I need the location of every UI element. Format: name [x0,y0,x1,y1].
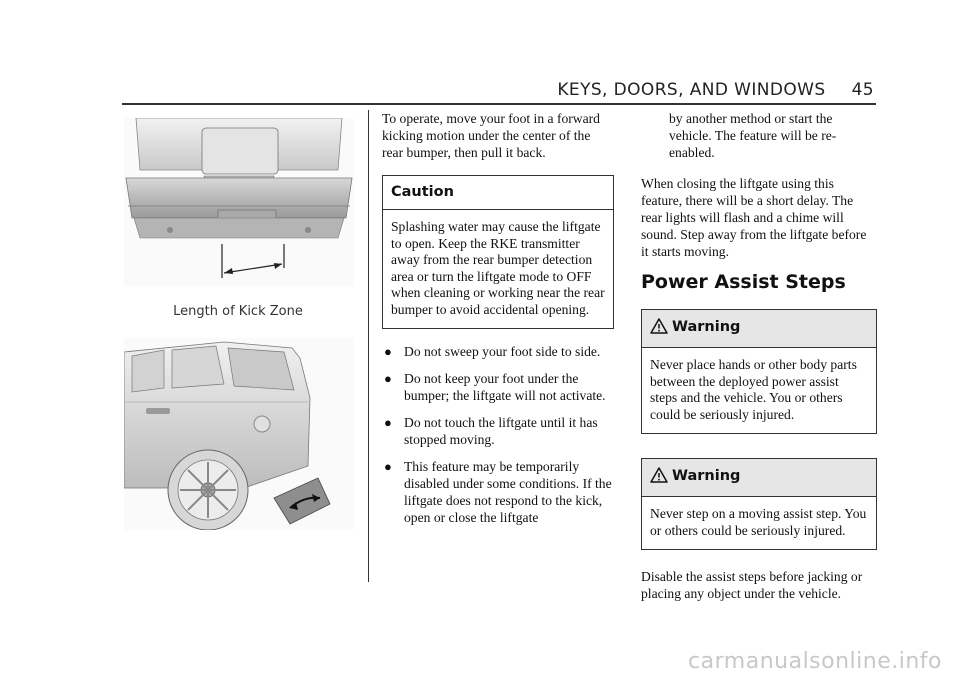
figure-caption: Length of Kick Zone [173,304,303,319]
warning-body: Never place hands or other body parts between the deployed power assist steps and the vehicle. You or others could be seriously injured. [650,357,857,422]
warning-box [641,309,877,434]
list-item: ● This feature may be temporarily disabled under some conditions. If the liftgate does not respond to the kick, open or close the liftgate [384,459,612,525]
warning-header [642,459,876,497]
column-right [641,110,877,616]
caution-title: Caution [383,176,613,210]
bullet-continuation: by another method or start the vehicle. The feature will be re-enabled. [669,111,837,160]
warning-title: Warning [672,468,741,484]
warning-body: Never step on a moving assist step. You or others could be seriously injured. [650,506,867,538]
list-item: ● Do not sweep your foot side to side. [384,344,601,359]
bullet-icon: ● [384,344,392,359]
warning-title: Warning [672,319,741,335]
figure-vehicle-side [124,338,354,530]
closing-liftgate-paragraph: When closing the liftgate using this feature, there will be a short delay. The rear lights will flash and a chime will sound. Step away from the liftgate before it starts moving. [641,176,867,259]
page-header [0,0,960,104]
column-divider [368,110,369,582]
bullet-icon: ● [384,371,392,386]
caution-box [382,175,614,329]
warning-triangle-icon [650,318,668,339]
column-middle [382,110,614,536]
running-header [557,80,874,100]
warning-box [641,458,877,550]
illustration-vehicle-side [124,338,354,530]
illustration-rear-bumper [124,118,354,286]
caution-body: Splashing water may cause the liftgate to open. Keep the RKE transmitter away from the rear bumper detection area or turn the liftgate mode to OFF when cleaning or working near the rear bumper to avoid accidental opening. [391,219,605,317]
header-section-title: KEYS, DOORS, AND WINDOWS [557,80,826,100]
list-item: ● Do not keep your foot under the bumper; the liftgate will not activate. [384,371,606,403]
warning-triangle-icon [650,467,668,488]
assist-steps-paragraph: Disable the assist steps before jacking or placing any object under the vehicle. [641,569,863,601]
figure-kick-zone [124,118,354,286]
bullet-list [382,343,614,526]
page-number: 45 [851,80,874,100]
operation-instructions: To operate, move your foot in a forward kicking motion under the center of the rear bumper, then pull it back. [382,111,600,160]
section-title: Power Assist Steps [641,271,846,293]
header-rule [122,103,876,105]
list-item: ● Do not touch the liftgate until it has stopped moving. [384,415,598,447]
watermark: carmanualsonline.info [688,649,942,674]
warning-header [642,310,876,348]
bullet-icon: ● [384,459,392,474]
bullet-icon: ● [384,415,392,430]
